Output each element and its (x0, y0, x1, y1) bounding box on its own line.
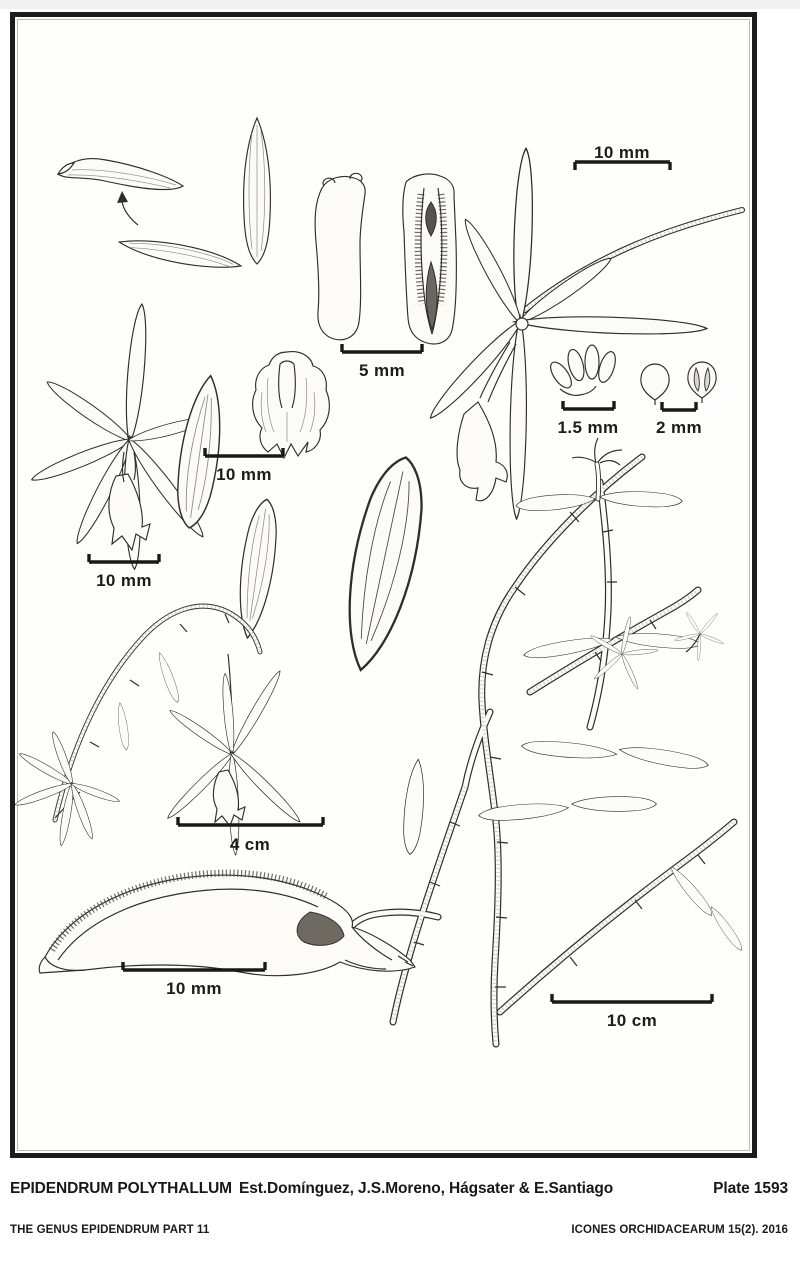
figure-column-side (315, 173, 365, 339)
scale-label-pollinia: 1.5 mm (557, 418, 619, 437)
scale-label-habit: 10 cm (606, 1011, 658, 1030)
plate-number: Plate 1593 (713, 1180, 788, 1197)
scale-bar-pollinia (558, 401, 619, 437)
figure-pollinarium-ventral (688, 362, 716, 403)
series-title: THE GENUS EPIDENDRUM PART 11 (10, 1224, 210, 1236)
series-line (0, 1224, 800, 1236)
scale-label-column: 5 mm (358, 361, 406, 380)
scale-label-lip: 10 mm (216, 465, 272, 484)
figure-pollinia (547, 345, 619, 395)
figure-flower-side-view (425, 148, 742, 519)
scale-label-flowering-branch: 4 cm (229, 835, 271, 854)
species-caption (10, 1180, 613, 1198)
figure-leaf-detached (171, 373, 229, 530)
figure-arrow (117, 191, 138, 225)
scan-edge-strip (0, 0, 800, 9)
figure-lip-spread (253, 352, 330, 458)
scale-bar-flower-side (575, 143, 670, 170)
scale-bar-flower-front (89, 554, 159, 590)
scale-label-section: 10 mm (166, 979, 222, 998)
figure-pollinarium-dorsal (641, 364, 669, 405)
scale-label-flower-front: 10 mm (96, 571, 152, 590)
scale-bar-flowering-branch (178, 817, 323, 854)
species-name: EPIDENDRUM POLYTHALLUM (10, 1180, 232, 1197)
botanical-illustration (15, 17, 752, 1153)
figure-flowering-branch (15, 606, 304, 855)
scale-label-flower-side: 10 mm (594, 143, 650, 162)
figure-flower-front-view (29, 303, 209, 569)
plate-frame (10, 12, 757, 1158)
scale-bar-column (342, 344, 422, 380)
scale-bar-habit (552, 994, 712, 1030)
figure-dorsal-sepal (244, 118, 271, 264)
species-authors: Est.Domínguez, J.S.Moreno, Hágsater & E.Santiago (238, 1180, 614, 1197)
figure-petal (118, 232, 243, 276)
publication-title: ICONES ORCHIDACEARUM 15(2). 2016 (571, 1224, 788, 1236)
scale-bar-pollinarium (656, 402, 702, 437)
caption-line (0, 1180, 800, 1198)
scale-label-pollinarium: 2 mm (655, 418, 703, 437)
figure-rolled-sepal (58, 159, 183, 190)
figure-column-ventral (403, 174, 457, 344)
